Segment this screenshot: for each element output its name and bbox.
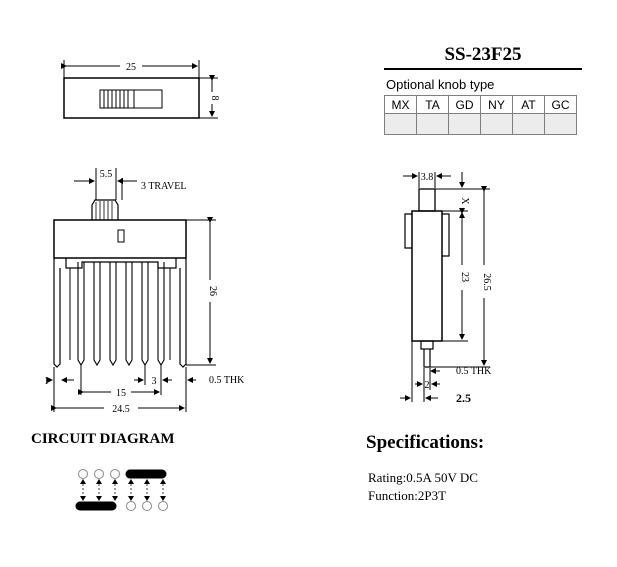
front-slider-window: [118, 230, 124, 242]
front-pin-left-label: 1: [44, 376, 49, 387]
knob-image-row: [385, 114, 577, 135]
specifications-title: Specifications:: [366, 432, 485, 453]
spec-rating: Rating:0.5A 50V DC: [368, 470, 478, 485]
circuit-diagram: [79, 470, 168, 511]
front-overall-width-label: 24.5: [112, 404, 130, 415]
front-view: [44, 168, 245, 415]
top-length-label: 25: [126, 62, 136, 73]
knob-type-ta: TA: [417, 96, 449, 114]
title-underline: [384, 68, 582, 70]
front-height-label: 26: [207, 286, 218, 296]
knob-type-caption: Optional knob type: [386, 77, 495, 92]
knob-type-at: AT: [513, 96, 545, 114]
front-travel-label: 3 TRAVEL: [141, 181, 187, 192]
circuit-bottom-contacts: [127, 502, 168, 511]
front-pin-pitch-label: 3: [151, 376, 157, 387]
front-body: [54, 220, 186, 258]
knob-type-gd: GD: [449, 96, 481, 114]
front-right-leg: [180, 258, 186, 367]
side-total-height-label: 26.5: [481, 273, 492, 291]
side-thickness-label: 0.5 THK: [456, 366, 492, 377]
circuit-top-contacts: [79, 470, 120, 479]
spec-function: Function:2P3T: [368, 488, 447, 503]
side-pin: [424, 349, 430, 367]
side-pin-width-label: 2: [424, 380, 430, 391]
slider-slot: [134, 90, 162, 108]
side-knob-height-label: X: [459, 197, 470, 205]
front-left-leg: [54, 258, 60, 367]
part-number-title: SS-23F25: [444, 44, 522, 65]
front-pin-span-label: 15: [116, 388, 126, 399]
top-height-label: 8: [209, 95, 220, 101]
side-knob: [419, 189, 435, 211]
knob-type-table: [384, 95, 577, 135]
top-view: [64, 60, 220, 118]
front-pins: [78, 262, 164, 365]
front-knob-width-label: 5.5: [99, 169, 113, 180]
side-body: [412, 211, 442, 341]
front-thickness-label: 0.5 THK: [209, 375, 245, 386]
side-body-height-label: 23: [459, 272, 470, 282]
knob-type-mx: MX: [385, 96, 417, 114]
side-pin-spacing-label: 2.5: [456, 391, 471, 405]
slider-knob: [100, 90, 134, 108]
circuit-links: [83, 480, 163, 500]
knob-type-gc: GC: [545, 96, 577, 114]
side-view: [400, 172, 492, 405]
side-knob-width-label: 3.8: [420, 172, 434, 183]
circuit-diagram-title: CIRCUIT DIAGRAM: [31, 431, 175, 447]
knob-type-ny: NY: [481, 96, 513, 114]
